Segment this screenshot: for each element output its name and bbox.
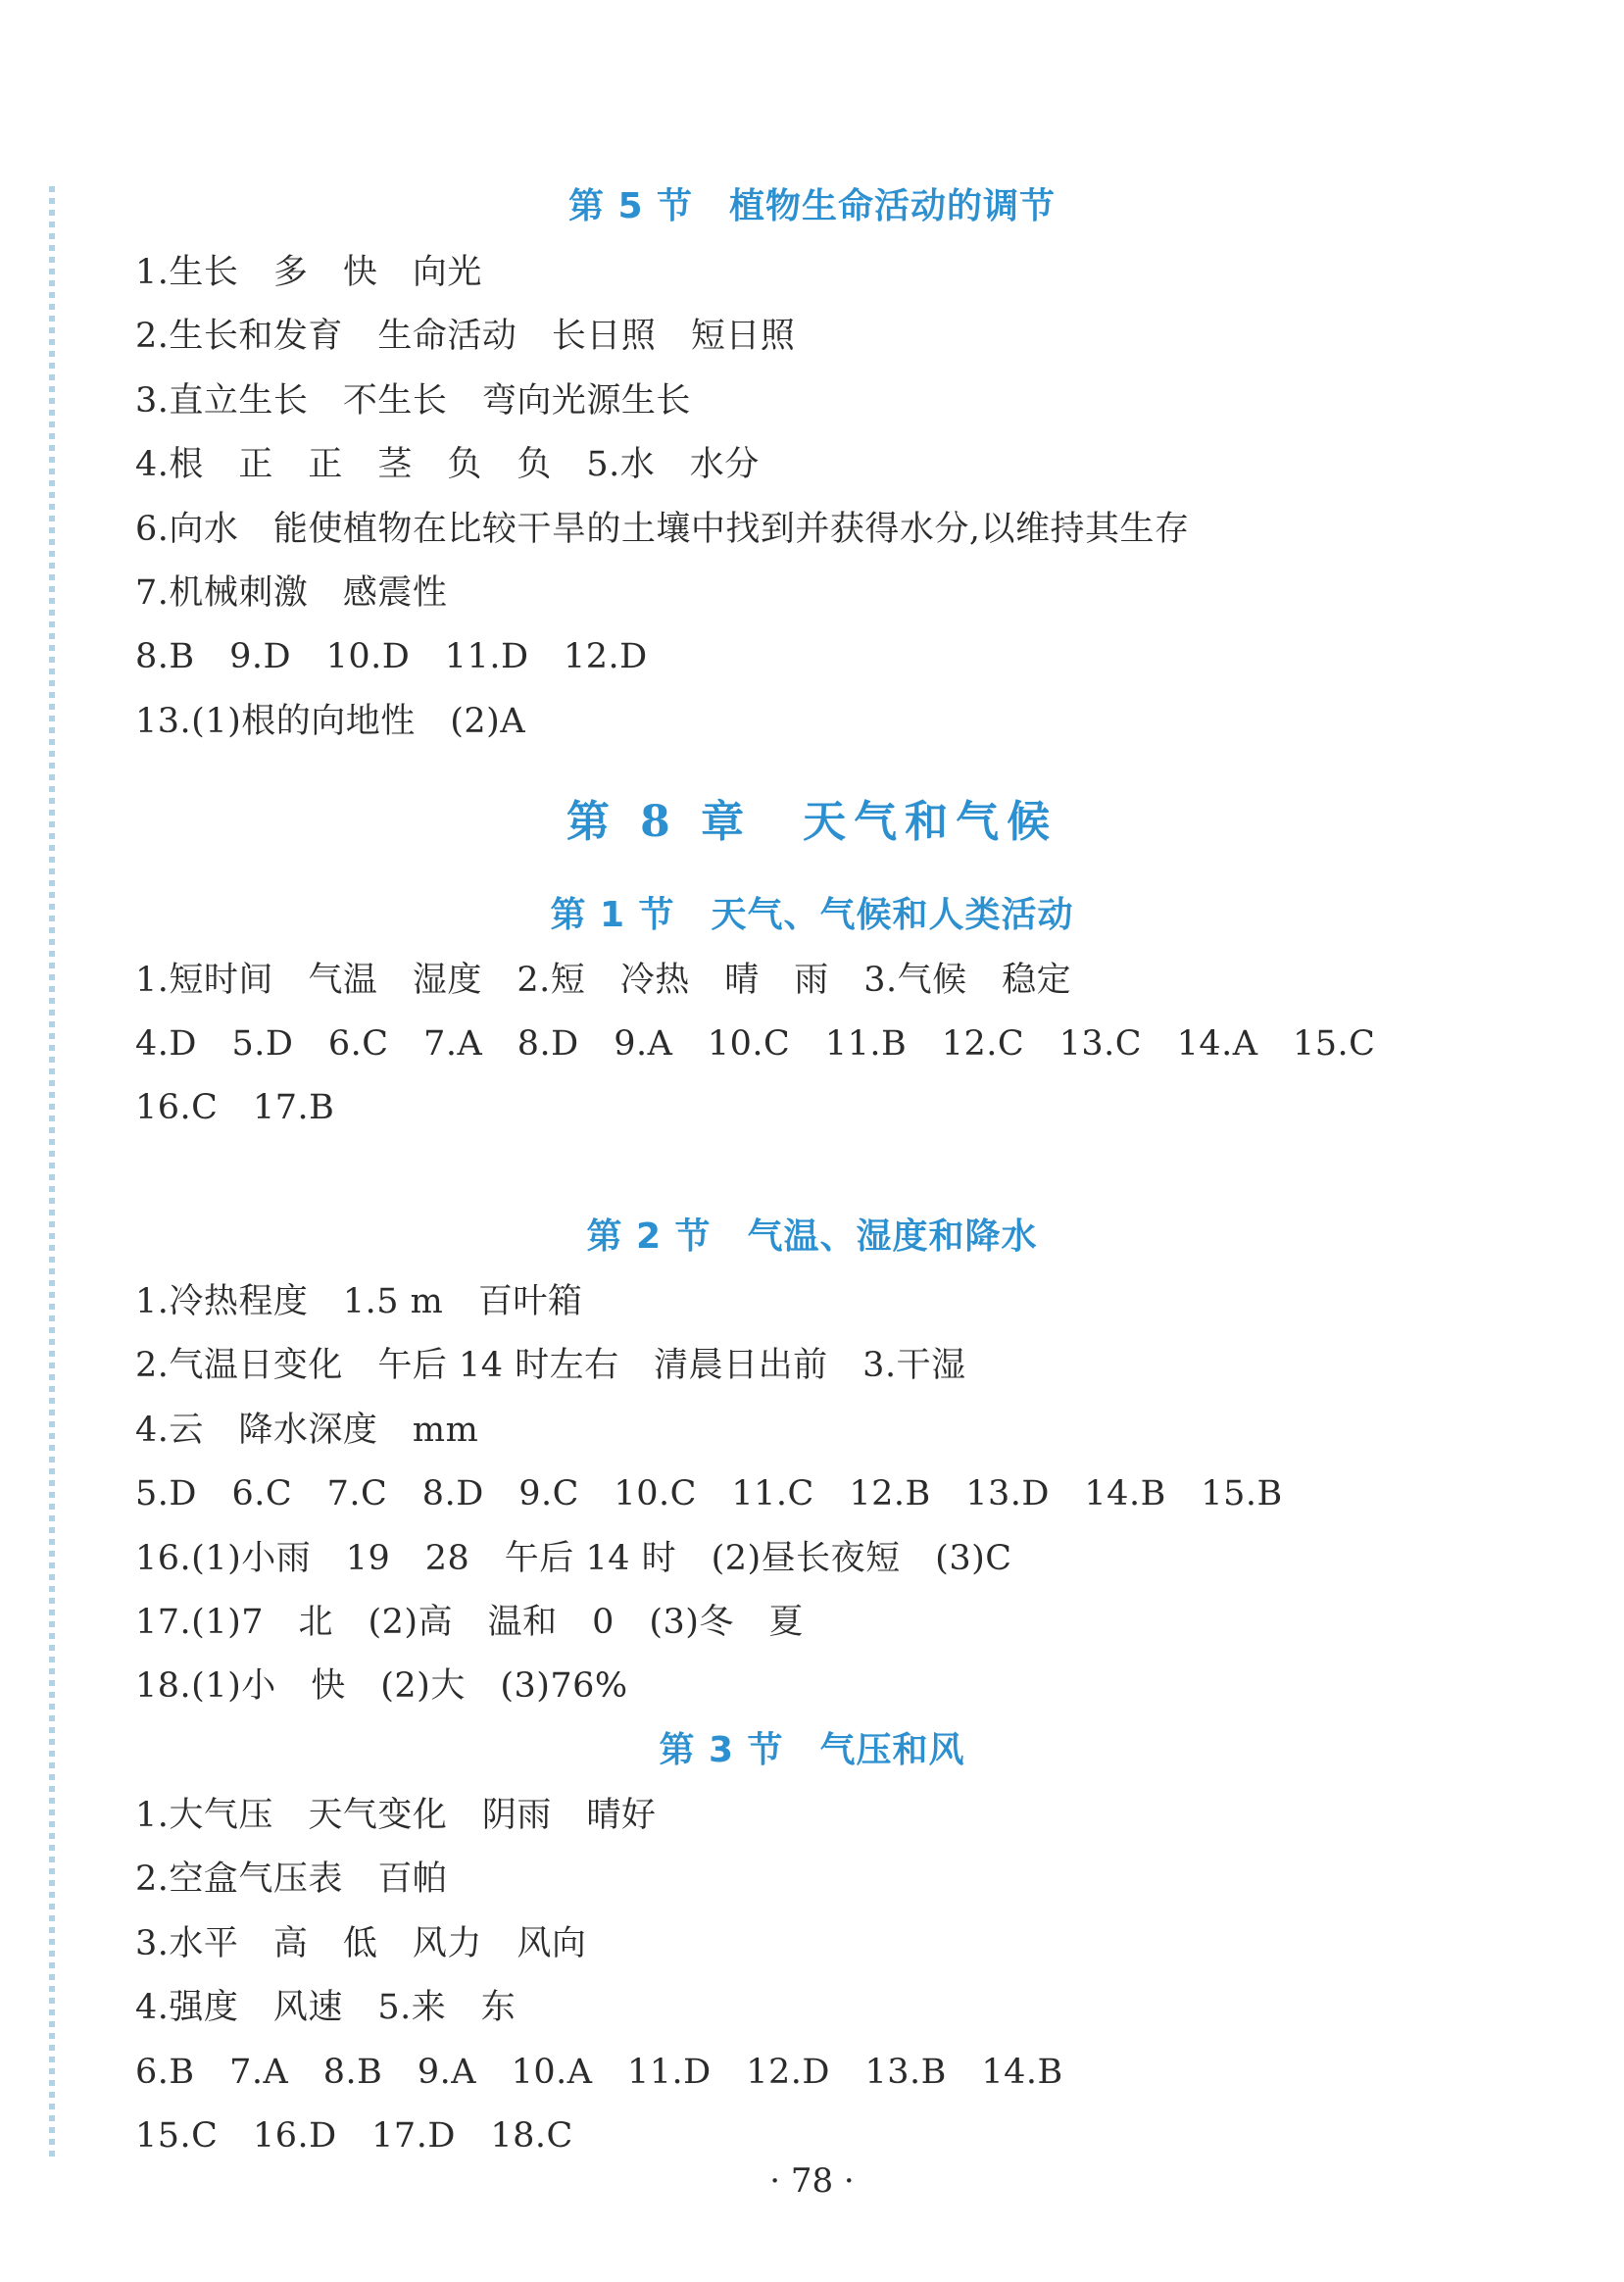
page-number: · 78 · xyxy=(769,2161,855,2201)
answer-line: 5.D 6.C 7.C 8.D 9.C 10.C 11.C 12.B 13.D 14.B 15.B xyxy=(135,1474,1283,1513)
answer-line: 3.水平 高 低 风力 风向 xyxy=(135,1924,587,1963)
answer-line: 4.根 正 正 茎 负 负 5.水 水分 xyxy=(135,445,760,484)
answer-line: 1.短时间 气温 湿度 2.短 冷热 晴 雨 3.气候 稳定 xyxy=(135,961,1072,1000)
answer-line: 17.(1)7 北 (2)高 温和 0 (3)冬 夏 xyxy=(135,1603,804,1642)
answer-line: 2.气温日变化 午后 14 时左右 清晨日出前 3.干湿 xyxy=(135,1346,966,1385)
margin-decoration xyxy=(49,186,55,2157)
answer-line: 13.(1)根的向地性 (2)A xyxy=(135,702,526,741)
answer-line: 4.强度 风速 5.来 东 xyxy=(135,1988,517,2027)
answer-line: 1.冷热程度 1.5 m 百叶箱 xyxy=(135,1282,583,1321)
section-title-5: 第 5 节 植物生命活动的调节 xyxy=(567,186,1057,226)
answer-line: 4.云 降水深度 mm xyxy=(135,1411,479,1450)
answer-line: 16.(1)小雨 19 28 午后 14 时 (2)昼长夜短 (3)C xyxy=(135,1539,1012,1578)
answer-line: 3.直立生长 不生长 弯向光源生长 xyxy=(135,381,691,421)
section-title-3: 第 3 节 气压和风 xyxy=(659,1730,965,1770)
answer-line: 1.生长 多 快 向光 xyxy=(135,253,482,292)
answer-line: 7.机械刺激 感震性 xyxy=(135,573,448,613)
section-title-1: 第 1 节 天气、气候和人类活动 xyxy=(550,895,1074,935)
answer-line: 15.C 16.D 17.D 18.C xyxy=(135,2116,573,2156)
answer-line: 4.D 5.D 6.C 7.A 8.D 9.A 10.C 11.B 12.C 13.C 14.A 15.C xyxy=(135,1024,1376,1064)
answer-line: 16.C 17.B xyxy=(135,1088,335,1127)
answer-line: 6.向水 能使植物在比较干旱的土壤中找到并获得水分,以维持其生存 xyxy=(135,510,1190,549)
answer-line: 6.B 7.A 8.B 9.A 10.A 11.D 12.D 13.B 14.B xyxy=(135,2053,1063,2092)
chapter-title: 第 8 章 天气和气候 xyxy=(566,797,1058,847)
answer-line: 2.生长和发育 生命活动 长日照 短日照 xyxy=(135,317,796,356)
answer-line: 18.(1)小 快 (2)大 (3)76% xyxy=(135,1666,628,1706)
answer-line: 8.B 9.D 10.D 11.D 12.D xyxy=(135,637,648,676)
section-title-2: 第 2 节 气温、湿度和降水 xyxy=(586,1216,1038,1257)
answer-line: 1.大气压 天气变化 阴雨 晴好 xyxy=(135,1796,657,1835)
answer-line: 2.空盒气压表 百帕 xyxy=(135,1860,448,1899)
